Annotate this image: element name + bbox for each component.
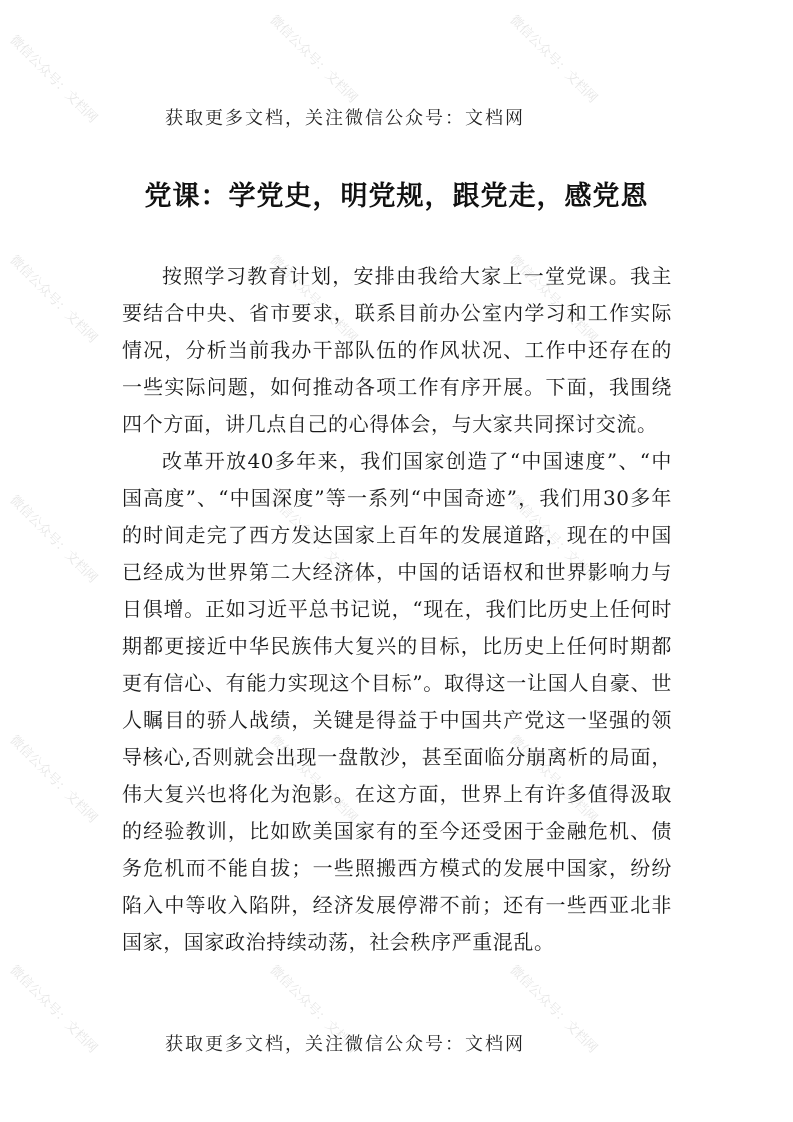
watermark-text: 微信公众号：文档网	[266, 732, 360, 827]
watermark-text: 微信公众号：文档网	[6, 962, 100, 1057]
page-footer: 获取更多文档，关注微信公众号：文档网	[165, 1034, 525, 1055]
watermark-text: 微信公众号：文档网	[266, 12, 360, 107]
watermark-text: 微信公众号：文档网	[6, 492, 100, 587]
watermark-text: 微信公众号：文档网	[266, 492, 360, 587]
paragraph: 改革开放40多年来，我们国家创造了“中国速度”、“中国高度”、“中国深度”等一系列“中国奇迹”，我们用30多年的时间走完了西方发达国家上百年的发展道路，现在的中国已经成为世界第二大经济体，中国的话语权和世界影响力与日俱增。正如习近平总书记说，“现在，我们比历史上任何时期都更接近中华民族伟大复兴的目标，比历史上任何时期都更有信心、有能力实现这个目标”。取得这一让国人自豪、世人瞩目的骄人战绩，关键是得益于中国共产党这一坚强的领导核心,否则就会出现一盘散沙，甚至面临分崩离析的局面，伟大复兴也将化为泡影。在这方面，世界上有许多值得汲取的经验教训，比如欧美国家有的至今还受困于金融危机、债务危机而不能自拔；一些照搬西方模式的发展中国家，纷纷陷入中等收入陷阱，经济发展停滞不前；还有一些西亚北非国家，国家政治持续动荡，社会秩序严重混乱。	[122, 449, 672, 954]
page-header: 获取更多文档，关注微信公众号：文档网	[165, 108, 525, 129]
watermark-text: 微信公众号：文档网	[6, 252, 100, 347]
watermark-text: 微信公众号：文档网	[506, 492, 600, 587]
watermark-text: 微信公众号：文档网	[6, 732, 100, 827]
document-body	[122, 258, 672, 961]
document-title: 党课：学党史，明党规，跟党走，感党恩	[144, 181, 649, 212]
watermark-text: 微信公众号：文档网	[6, 32, 100, 127]
watermark-text: 微信公众号：文档网	[266, 962, 360, 1057]
watermark-text: 微信公众号：文档网	[506, 732, 600, 827]
watermark-text: 微信公众号：文档网	[506, 252, 600, 347]
watermark-text: 微信公众号：文档网	[506, 962, 600, 1057]
paragraph: 按照学习教育计划，安排由我给大家上一堂党课。我主要结合中央、省市要求，联系目前办公室内学习和工作实际情况，分析当前我办干部队伍的作风状况、工作中还存在的一些实际问题，如何推动各项工作有序开展。下面，我围绕四个方面，讲几点自己的心得体会，与大家共同探讨交流。	[122, 264, 672, 436]
watermark-text: 微信公众号：文档网	[266, 252, 360, 347]
watermark-text: 微信公众号：文档网	[506, 12, 600, 107]
